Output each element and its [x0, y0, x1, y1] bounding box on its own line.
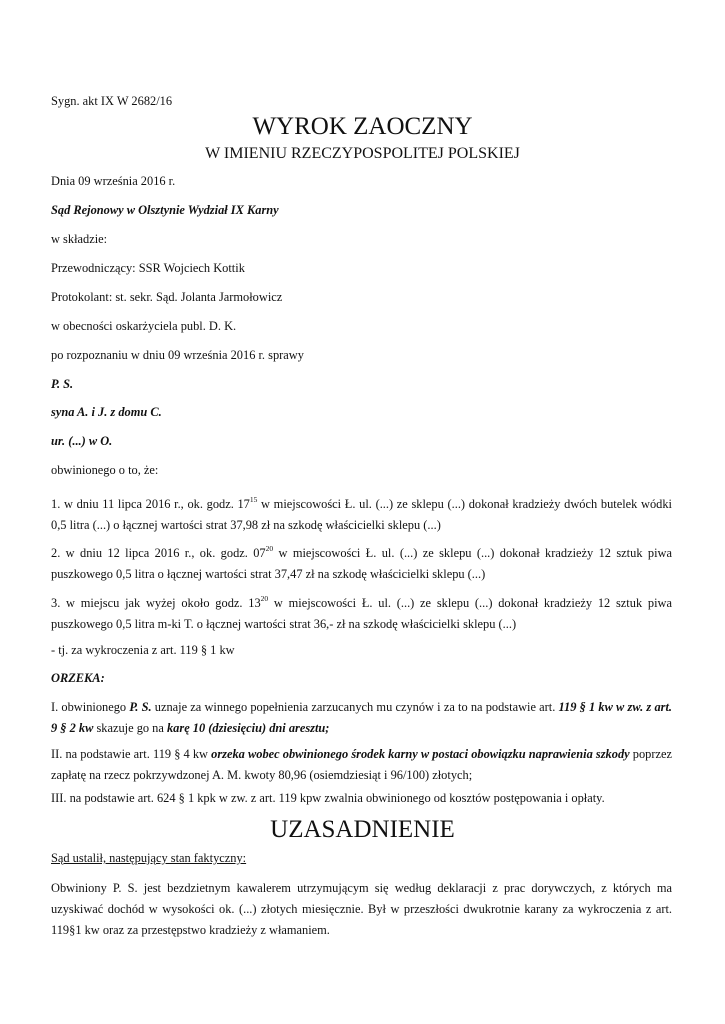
hearing-line: po rozpoznaniu w dniu 09 września 2016 r. sprawy — [51, 348, 304, 362]
ruling-item: I. obwinionego P. S. uznaje za winnego popełnienia zarzucanych mu czynów i za to na podstawie art. 119 § 1 kw w zw. z art. 9 § 2 kw skazuje go na karę 10 (dziesięciu) dni aresztu; — [51, 700, 673, 735]
defendant-parents: syna A. i J. z domu C. — [51, 405, 162, 419]
case-signature: Sygn. akt IX W 2682/16 — [51, 94, 173, 108]
court-name: Sąd Rejonowy w Olsztynie Wydział IX Karny — [51, 203, 279, 217]
charge-item: 3. w miejscu jak wyżej około godz. $13^{20}$ w miejscowości Ł. ul. (...) ze sklepu (...) dokonał kradzieży 12 sztuk piwa puszkowego 0,5 litra m-ki T. o łącznej wartości strat 36,- zł na szkodę właścicielki sklepu (...) — [51, 594, 672, 631]
court-clerk: Protokolant: st. sekr. Sąd. Jolanta Jarmołowicz — [51, 290, 283, 304]
charge-item: 1. w dniu 11 lipca 2016 r., ok. godz. $17^{15}$ w miejscowości Ł. ul. (...) ze sklepu (...) dokonał kradzieży dwóch butelek wódki 0,5 litra (...) o łącznej wartości strat 37,98 zł na szkodę właścicielki sklepu (...) — [51, 495, 672, 532]
facts-heading: Sąd ustalił, następujący stan faktyczny: — [51, 851, 247, 865]
ruling-label: ORZEKA: — [51, 671, 105, 685]
document-title: WYROK ZAOCZNY — [252, 113, 473, 140]
composition-label: w składzie: — [51, 232, 108, 246]
charge-item: 2. w dniu 12 lipca 2016 r., ok. godz. $07^{20}$ w miejscowości Ł. ul. (...) ze sklepu (...) dokonał kradzieży 12 sztuk piwa puszkowego 0,5 litra o łącznej wartości strat 37,47 zł na szkodę właścicielki sklepu (...) — [51, 544, 672, 581]
defendant-birth: ur. (...) w O. — [51, 434, 113, 448]
ruling-item: II. na podstawie art. 119 § 4 kw orzeka wobec obwinionego środek karny w postaci obowiązku naprawienia szkody poprzez zapłatę na rzecz pokrzywdzonej A. M. kwoty 80,96 (osiemdziesiąt i 96/100) złotych; — [51, 747, 672, 782]
justification-title: UZASADNIENIE — [270, 816, 455, 843]
legal-qualification: - tj. za wykroczenia z art. 119 § 1 kw — [51, 643, 235, 657]
ruling-item: III. na podstawie art. 624 § 1 kpk w zw. z art. 119 kpw zwalnia obwinionego od kosztów postępowania i opłaty. — [51, 791, 605, 805]
defendant-name: P. S. — [51, 377, 74, 391]
prosecutor-line: w obecności oskarżyciela publ. D. K. — [51, 319, 237, 333]
judgment-date: Dnia 09 września 2016 r. — [51, 174, 176, 188]
facts-paragraph: Obwiniony P. S. jest bezdzietnym kawalerem utrzymującym się według deklaracji z prac dorywczych, z których ma uzyskiwać dochód w wysokości ok. (...) złotych miesięcznie. Był w przeszłości dwukrotnie karany za wykroczenia z art. 119§1 kw oraz za przestępstwo kradzieży z włamaniem. — [51, 881, 672, 937]
accused-of-label: obwinionego o to, że: — [51, 463, 159, 477]
presiding-judge: Przewodniczący: SSR Wojciech Kottik — [51, 261, 245, 275]
document-subtitle: W IMIENIU RZECZYPOSPOLITEJ POLSKIEJ — [205, 145, 520, 162]
